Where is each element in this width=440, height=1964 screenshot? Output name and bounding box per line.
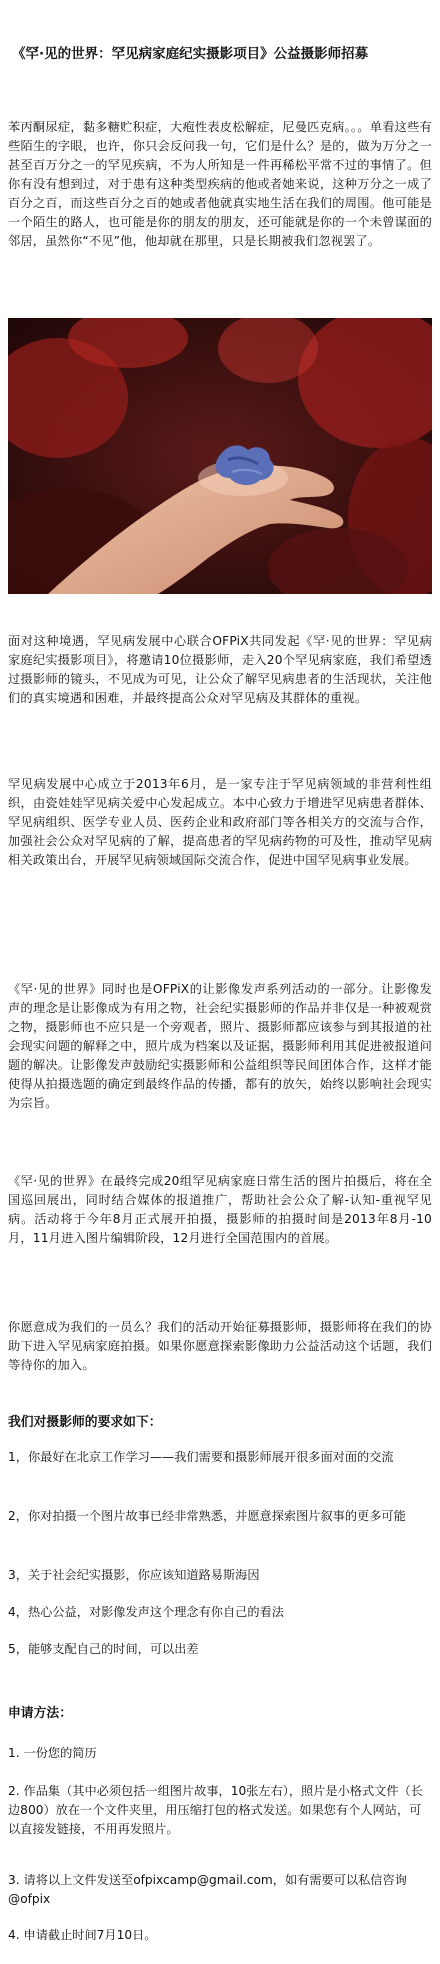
page-title: 《罕·见的世界：罕见病家庭纪实摄影项目》公益摄影师招募 [12, 46, 369, 62]
application-heading: 申请方法： [8, 1706, 72, 1721]
application-item: 3. 请将以上文件发送至ofpixcamp@gmail.com，如有需要可以私信咨询 @ofpix [8, 1873, 407, 1906]
hand-holding-blue-ribbon-photo [8, 318, 432, 594]
requirement-item: 4，热心公益，对影像发声这个理念有你自己的看法 [8, 1605, 284, 1619]
requirement-item: 3，关于社会纪实摄影，你应该知道路易斯海因 [8, 1568, 260, 1582]
project-paragraph: 面对这种境遇，罕见病发展中心联合OFPiX共同发起《罕·见的世界：罕见病家庭纪实摄影项目》，将邀请10位摄影师，走入20个罕见病家庭，我们希望透过摄影师的镜头，不见成为可见，让公众了解罕见病患者的生活现状，关注他们的真实境遇和困难，并最终提高公众对罕见病及其群体的重视。 [8, 634, 432, 705]
application-item: 1. 一份您的简历 [8, 1746, 97, 1760]
ofpix-paragraph: 《罕·见的世界》同时也是OFPiX的让影像发声系列活动的一部分。让影像发声的理念是让影像成为有用之物，社会纪实摄影师的作品并非仅是一种被观赏之物，摄影师也不应只是一个旁观者，照片、摄影师都应该参与到其报道的社会现实问题的解释之中，照片成为档案以及证据，摄影师利用其促进被报道问题的解决。让影像发声鼓励纪实摄影师和公益组织等民间团体合作，这样才能使得从拍摄选题的确定到最终作品的传播，都有的放矢，始终以影响社会现实为宗旨。 [8, 982, 432, 1110]
exhibition-paragraph: 《罕·见的世界》在最终完成20组罕见病家庭日常生活的图片拍摄后，将在全国巡回展出，同时结合媒体的报道推广，帮助社会公众了解-认知-重视罕见病。活动将于今年8月正式展开拍摄，摄影师的拍摄时间是2013年8月-10月，11月进入图片编辑阶段，12月进行全国范围内的首展。 [8, 1174, 432, 1245]
intro-paragraph: 苯丙酮尿症，黏多糖贮积症，大疱性表皮松解症，尼曼匹克病。。。单看这些有些陌生的字眼，也许，你只会反问我一句，它们是什么？是的，做为万分之一甚至百万分之一的罕见疾病，不为人所知是一件再稀松平常不过的事情了。但你有没有想到过，对于患有这种类型疾病的他或者她来说，这种万分之一成了百分之百，而这些百分之百的她或者他就真实地生活在我们的周围。他可能是一个陌生的路人，也可能是你的朋友的朋友，还可能就是你的一个未曾谋面的邻居，虽然你“不见”他，他却就在那里，只是长期被我们忽视罢了。 [8, 120, 432, 248]
application-item: 2. 作品集（其中必须包括一组图片故事，10张左右），照片是小格式文件（长边800）放在一个文件夹里，用压缩打包的格式发送。如果您有个人网站，可以直接发链接，不用再发照片。 [8, 1784, 423, 1836]
application-item: 4. 申请截止时间7月10日。 [8, 1928, 157, 1942]
requirements-heading: 我们对摄影师的要求如下： [8, 1415, 162, 1430]
photo-illustration-icon [8, 318, 432, 594]
call-paragraph: 你愿意成为我们的一员么？我们的活动开始征募摄影师，摄影师将在我们的协助下进入罕见病家庭拍摄。如果你愿意探索影像助力公益活动这个话题，我们等待你的加入。 [8, 1320, 432, 1372]
requirement-item: 1，你最好在北京工作学习——我们需要和摄影师展开很多面对面的交流 [8, 1450, 394, 1464]
center-paragraph: 罕见病发展中心成立于2013年6月，是一家专注于罕见病领域的非营利性组织，由瓷娃娃罕见病关爱中心发起成立。本中心致力于增进罕见病患者群体、罕见病组织、医学专业人员、医药企业和政府部门等各相关方的交流与合作，加强社会公众对罕见病的了解，提高患者的罕见病药物的可及性，推动罕见病相关政策出台，开展罕见病领域国际交流合作，促进中国罕见病事业发展。 [8, 777, 432, 867]
requirement-item: 5，能够支配自己的时间，可以出差 [8, 1642, 199, 1656]
requirement-item: 2，你对拍摄一个图片故事已经非常熟悉，并愿意探索图片叙事的更多可能 [8, 1509, 406, 1523]
